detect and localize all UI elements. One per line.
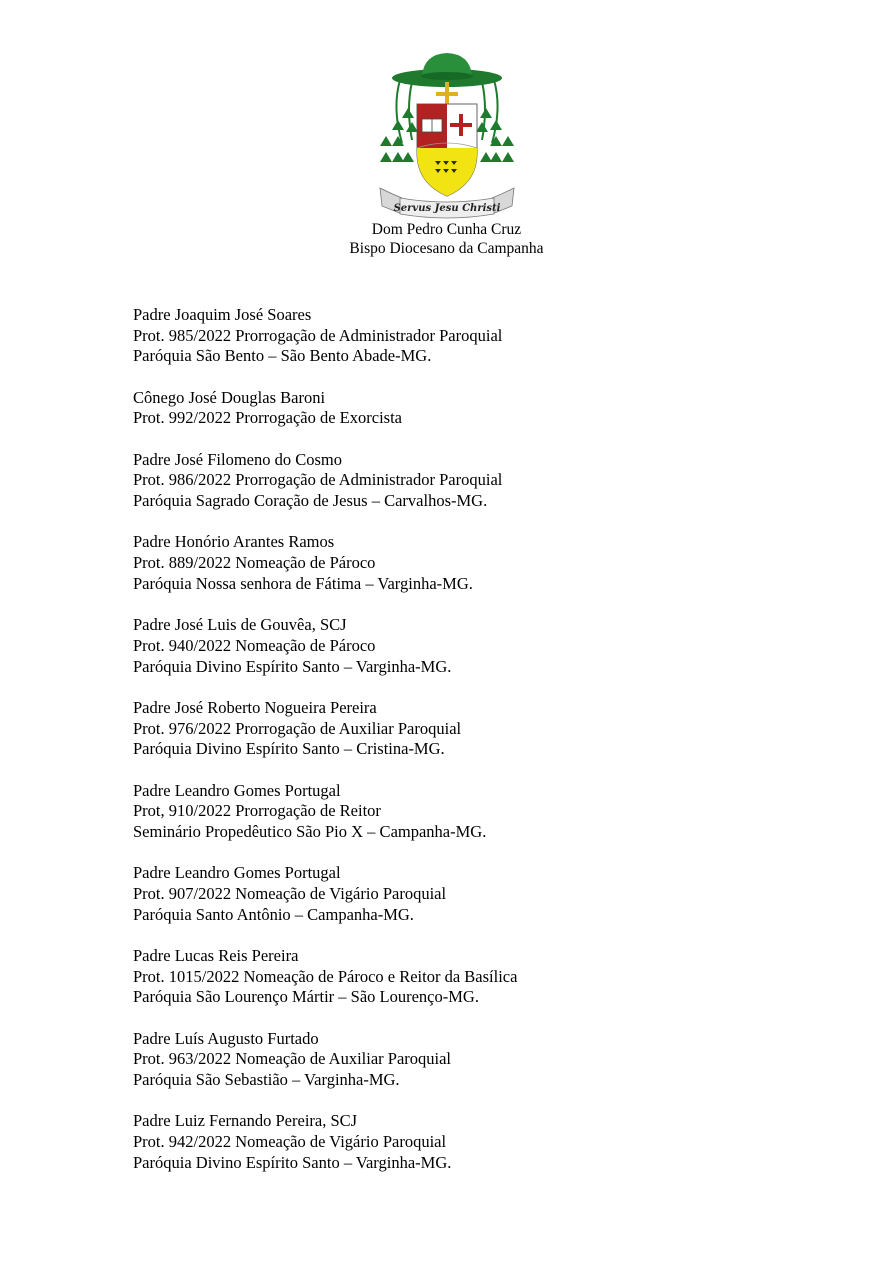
parish-line: Paróquia Nossa senhora de Fátima – Varginha-MG.	[133, 573, 473, 593]
decree-entry	[133, 532, 833, 594]
crest-motto: Servus Jesu Christi	[393, 203, 500, 214]
coat-of-arms-icon	[372, 48, 522, 220]
clergy-name: Padre Honório Arantes Ramos	[133, 532, 335, 552]
clergy-name: Padre Leandro Gomes Portugal	[133, 863, 341, 883]
parish-line: Paróquia Divino Espírito Santo – Varginha-MG.	[133, 1152, 452, 1172]
protocol-line: Prot. 889/2022 Nomeação de Pároco	[133, 553, 376, 573]
document-header	[0, 48, 893, 258]
clergy-name: Cônego José Douglas Baroni	[133, 387, 326, 407]
parish-line: Paróquia São Sebastião – Varginha-MG.	[133, 1070, 400, 1090]
parish-line: Paróquia Divino Espírito Santo – Varginha-MG.	[133, 656, 452, 676]
protocol-line: Prot. 942/2022 Nomeação de Vigário Paroquial	[133, 1132, 447, 1152]
protocol-line: Prot. 985/2022 Prorrogação de Administrador Paroquial	[133, 325, 503, 345]
protocol-line: Prot. 907/2022 Nomeação de Vigário Paroquial	[133, 883, 447, 903]
parish-line: Paróquia São Lourenço Mártir – São Lourenço-MG.	[133, 987, 479, 1007]
decree-entry	[133, 450, 833, 512]
parish-line: Seminário Propedêutico São Pio X – Campanha-MG.	[133, 821, 487, 841]
bishop-name: Dom Pedro Cunha Cruz	[371, 221, 522, 238]
protocol-line: Prot. 1015/2022 Nomeação de Pároco e Reitor da Basílica	[133, 966, 518, 986]
parish-line: Paróquia Sagrado Coração de Jesus – Carvalhos-MG.	[133, 491, 488, 511]
decree-entry	[133, 305, 833, 367]
protocol-line: Prot. 940/2022 Nomeação de Pároco	[133, 635, 376, 655]
parish-line: Paróquia Divino Espírito Santo – Cristina-MG.	[133, 739, 445, 759]
decree-entry	[133, 863, 833, 925]
protocol-line: Prot. 992/2022 Prorrogação de Exorcista	[133, 408, 402, 428]
clergy-name: Padre Leandro Gomes Portugal	[133, 780, 341, 800]
clergy-name: Padre Joaquim José Soares	[133, 305, 312, 324]
clergy-name: Padre José Filomeno do Cosmo	[133, 449, 342, 469]
bishop-title: Bispo Diocesano da Campanha	[349, 240, 544, 257]
decree-entry	[133, 781, 833, 843]
decree-entry	[133, 946, 833, 1008]
protocol-line: Prot. 976/2022 Prorrogação de Auxiliar Paroquial	[133, 718, 462, 738]
decree-entry	[133, 1029, 833, 1091]
protocol-line: Prot. 986/2022 Prorrogação de Administrador Paroquial	[133, 470, 503, 490]
clergy-name: Padre Luiz Fernando Pereira, SCJ	[133, 1111, 358, 1131]
clergy-name: Padre Luís Augusto Furtado	[133, 1028, 319, 1048]
decree-entry	[133, 388, 833, 429]
parish-line: Paróquia São Bento – São Bento Abade-MG.	[133, 346, 432, 366]
decree-entry	[133, 698, 833, 760]
protocol-line: Prot, 910/2022 Prorrogação de Reitor	[133, 801, 381, 821]
clergy-name: Padre José Roberto Nogueira Pereira	[133, 697, 377, 717]
clergy-name: Padre José Luis de Gouvêa, SCJ	[133, 615, 347, 635]
decree-list	[133, 305, 833, 1194]
protocol-line: Prot. 963/2022 Nomeação de Auxiliar Paroquial	[133, 1049, 452, 1069]
parish-line: Paróquia Santo Antônio – Campanha-MG.	[133, 904, 414, 924]
decree-entry	[133, 615, 833, 677]
decree-entry	[133, 1111, 833, 1173]
clergy-name: Padre Lucas Reis Pereira	[133, 945, 299, 965]
